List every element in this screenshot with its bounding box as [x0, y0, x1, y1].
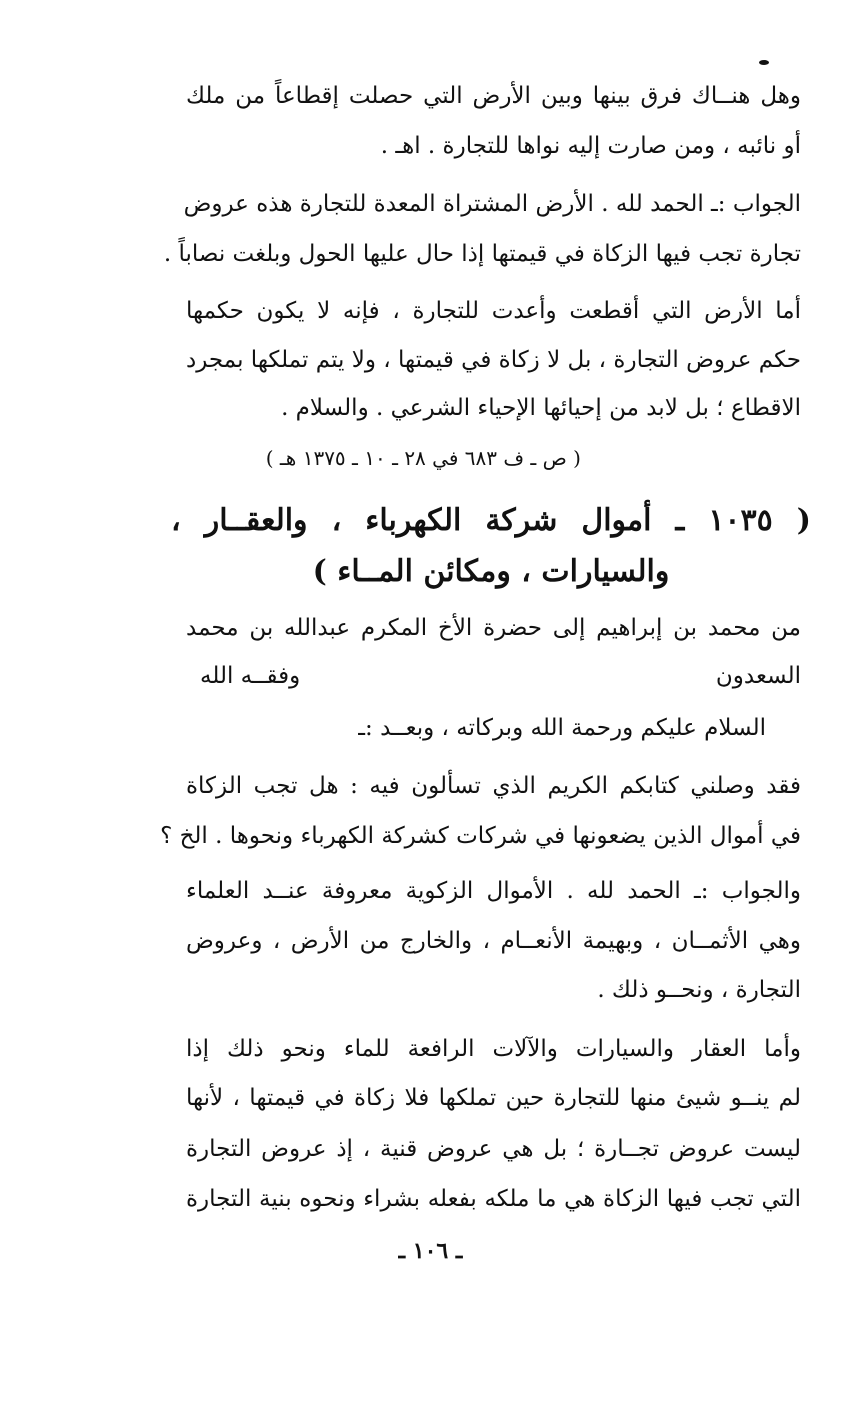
recipient-name: السعدون [715, 663, 801, 689]
answer3-line-2: وهي الأثمــان ، وبهيمة الأنعــام ، والخارج من الأرض ، وعروض [186, 928, 801, 954]
answer4-line-2: لم ينــو شيئ منها للتجارة حين تملكها فلا زكاة في قيمتها ، لأنها [186, 1085, 801, 1111]
question-line-1: وهل هنــاك فرق بينها وبين الأرض التي حصلت إقطاعاً من ملك [186, 83, 801, 109]
answer2-line-1: أما الأرض التي أقطعت وأعدت للتجارة ، فإنه لا يكون حكمها [186, 298, 801, 324]
answer4-line-3: ليست عروض تجــارة ؛ بل هي عروض قنية ، إذ عروض التجارة [186, 1136, 801, 1162]
reference-citation: ( ص ـ ف ٦٨٣ في ٢٨ ـ ١٠ ـ ١٣٧٥ هـ ) [265, 446, 581, 470]
section-heading-line-2: والسيارات ، ومكائن المــاء ) [312, 554, 670, 589]
answer4-line-1: وأما العقار والسيارات والآلات الرافعة للماء ونحو ذلك إذا [186, 1036, 801, 1062]
answer1-line-1: الجواب :ـ الحمد لله . الأرض المشتراة المعدة للتجارة هذه عروض [183, 191, 801, 217]
letter-greeting: السلام عليكم ورحمة الله وبركاته ، وبعــد :ـ [358, 715, 766, 741]
answer2-line-3: الاقطاع ؛ بل لابد من إحيائها الإحياء الشرعي . والسلام . [281, 395, 801, 421]
answer1-line-2: تجارة تجب فيها الزكاة في قيمتها إذا حال عليها الحول وبلغت نصاباً . [163, 241, 801, 267]
question2-line-1: فقد وصلني كتابكم الكريم الذي تسألون فيه : هل تجب الزكاة [186, 773, 801, 799]
question-line-2: أو نائبه ، ومن صارت إليه نواها للتجارة . اهـ . [380, 133, 801, 159]
letter-wish: وفقــه الله [200, 663, 301, 689]
page-number: ـ ١٠٦ ـ [398, 1238, 463, 1264]
answer2-line-2: حكم عروض التجارة ، بل لا زكاة في قيمتها ، ولا يتم تملكها بمجرد [186, 347, 801, 373]
answer4-line-4: التي تجب فيها الزكاة هي ما ملكه بفعله بشراء ونحوه بنية التجارة [186, 1186, 801, 1212]
answer3-line-1: والجواب :ـ الحمد لله . الأموال الزكوية معروفة عنــد العلماء [186, 878, 801, 904]
ink-mark [759, 60, 769, 65]
answer3-line-3: التجارة ، ونحــو ذلك . [597, 977, 801, 1003]
section-heading-line-1: ( ١٠٣٥ ـ أموال شركة الكهرباء ، والعقــار ، [171, 503, 811, 538]
letter-from-line: من محمد بن إبراهيم إلى حضرة الأخ المكرم عبدالله بن محمد [186, 615, 801, 641]
question2-line-2: في أموال الذين يضعونها في شركات كشركة الكهرباء ونحوها . الخ ؟ [160, 823, 801, 849]
